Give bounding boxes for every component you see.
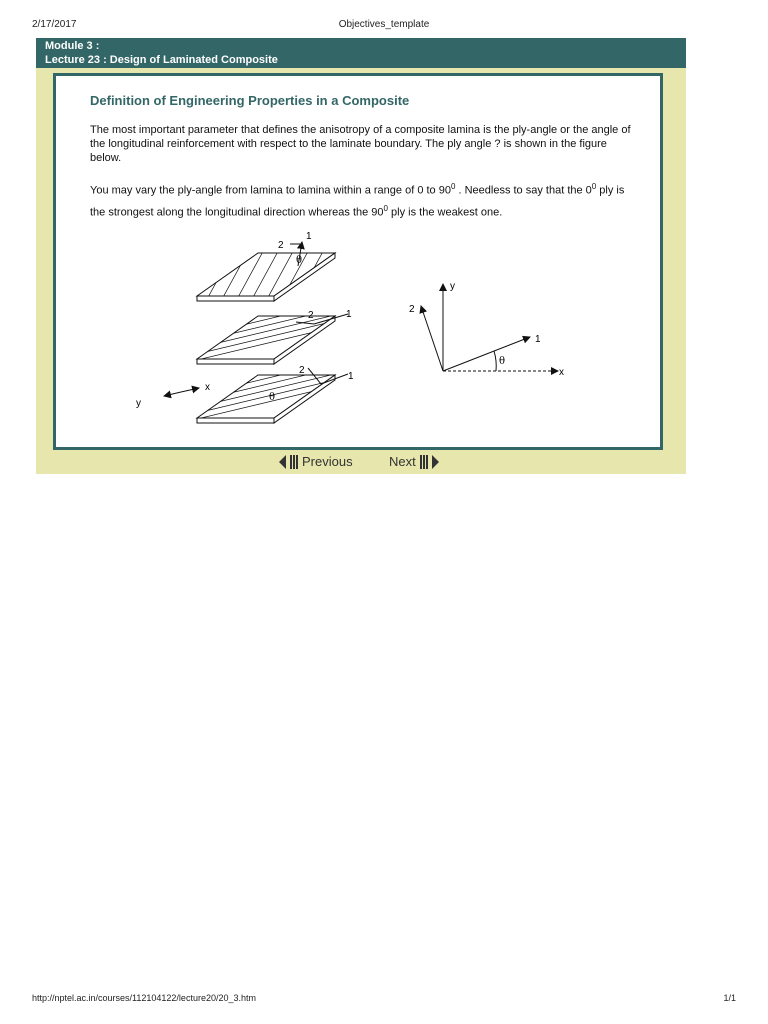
label-theta-bot: θ	[269, 392, 276, 403]
paragraph-2	[90, 178, 638, 221]
lamina-top	[197, 242, 341, 301]
label-theta-top: θ	[296, 255, 303, 266]
superscript-degree: 0	[591, 182, 597, 191]
print-url: http://nptel.ac.in/courses/112104122/lecture20/20_3.htm	[32, 993, 256, 1003]
superscript-degree: 0	[383, 203, 388, 213]
superscript-degree: 0	[450, 182, 456, 191]
label-y-axis: y	[450, 281, 455, 292]
paragraph-2-text: You may vary the ply-angle from lamina to lamina within a range of 0 to 90	[90, 184, 451, 197]
ply-angle-figure	[136, 226, 566, 426]
next-label: Next	[389, 454, 416, 469]
print-title: Objectives_template	[338, 19, 430, 30]
section-heading: Definition of Engineering Properties in a Composite	[90, 93, 410, 108]
paragraph-2-text: ply is the weakest one.	[387, 206, 503, 219]
arrow-right-icon	[432, 455, 439, 469]
label-x-laminate: x	[205, 382, 210, 393]
bars-icon	[290, 455, 298, 469]
arrow-left-icon	[279, 455, 286, 469]
laminate-axes	[164, 388, 199, 396]
label-theta-axis: θ	[499, 356, 506, 367]
label-1-bot: 1	[348, 371, 354, 382]
label-1-mid: 1	[346, 309, 352, 320]
bars-icon	[420, 455, 428, 469]
paragraph-2-text: ply is the strongest along the longitudinal direction whereas the 90	[90, 184, 625, 219]
paragraph-1: The most important parameter that defines the anisotropy of a composite lamina is the ply-angle or the angle of the longitudinal reinforcement with respect to the laminate boundary. The ply angle ? is shown in the figure below.	[90, 124, 631, 164]
nav-bar	[36, 452, 686, 474]
label-2-mid: 2	[308, 310, 314, 321]
content-panel	[53, 73, 663, 450]
label-y-laminate: y	[136, 398, 141, 409]
paragraph-2-text: . Needless to say that the 0	[455, 184, 592, 197]
print-date: 2/17/2017	[32, 19, 77, 30]
previous-button[interactable]	[279, 454, 353, 469]
label-1-top: 1	[306, 231, 312, 242]
header-bar	[36, 38, 686, 68]
label-x-axis: x	[559, 367, 564, 378]
label-2-axis: 2	[409, 304, 415, 315]
coordinate-system	[421, 284, 558, 371]
label-2-top: 2	[278, 240, 284, 251]
print-page-number: 1/1	[723, 993, 736, 1003]
lecture-title: Lecture 23 : Design of Laminated Composite	[45, 54, 278, 66]
lesson-frame	[36, 38, 686, 474]
module-title: Module 3 :	[45, 40, 100, 52]
label-1-axis: 1	[535, 334, 541, 345]
label-2-bot: 2	[299, 365, 305, 376]
previous-label: Previous	[302, 454, 353, 469]
lamina-middle	[197, 297, 348, 364]
next-button[interactable]	[389, 454, 439, 469]
